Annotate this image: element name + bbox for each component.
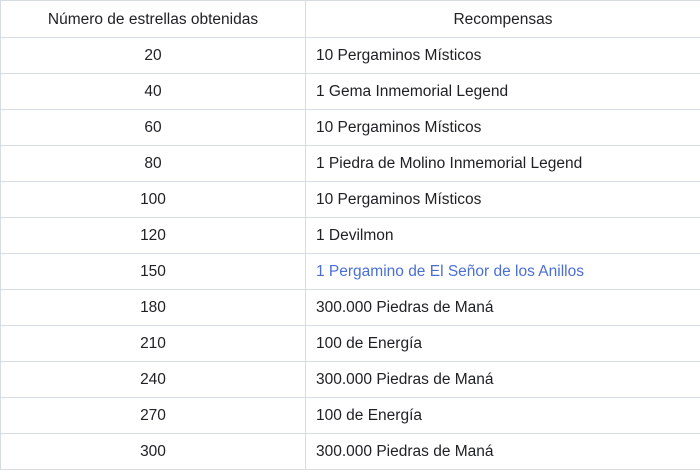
table-row (1, 398, 700, 434)
cell-star-count: 210 (1, 326, 306, 362)
cell-reward: 1 Gema Inmemorial Legend (306, 74, 700, 110)
cell-reward-link[interactable]: 1 Pergamino de El Señor de los Anillos (306, 254, 700, 290)
table-row (1, 290, 700, 326)
cell-reward: 300.000 Piedras de Maná (306, 434, 700, 470)
table-row (1, 362, 700, 398)
cell-star-count: 80 (1, 146, 306, 182)
cell-star-count: 20 (1, 38, 306, 74)
column-header-rewards: Recompensas (306, 1, 700, 38)
cell-star-count: 100 (1, 182, 306, 218)
cell-reward: 10 Pergaminos Místicos (306, 38, 700, 74)
table-row (1, 110, 700, 146)
table-row (1, 38, 700, 74)
table-row (1, 146, 700, 182)
table-row (1, 182, 700, 218)
cell-star-count: 270 (1, 398, 306, 434)
cell-star-count: 40 (1, 74, 306, 110)
cell-star-count: 60 (1, 110, 306, 146)
cell-reward: 300.000 Piedras de Maná (306, 290, 700, 326)
table-row (1, 326, 700, 362)
cell-reward: 1 Piedra de Molino Inmemorial Legend (306, 146, 700, 182)
cell-star-count: 240 (1, 362, 306, 398)
table-header (1, 1, 700, 38)
table-row (1, 218, 700, 254)
cell-reward: 100 de Energía (306, 398, 700, 434)
cell-star-count: 180 (1, 290, 306, 326)
cell-star-count: 120 (1, 218, 306, 254)
cell-star-count: 150 (1, 254, 306, 290)
table-body (1, 38, 700, 470)
cell-reward: 1 Devilmon (306, 218, 700, 254)
column-header-stars: Número de estrellas obtenidas (1, 1, 306, 38)
cell-reward: 10 Pergaminos Místicos (306, 182, 700, 218)
table-row (1, 74, 700, 110)
cell-reward: 300.000 Piedras de Maná (306, 362, 700, 398)
table-row (1, 434, 700, 470)
table-header-row (1, 1, 700, 38)
table-row (1, 254, 700, 290)
cell-reward: 10 Pergaminos Místicos (306, 110, 700, 146)
cell-reward: 100 de Energía (306, 326, 700, 362)
cell-star-count: 300 (1, 434, 306, 470)
